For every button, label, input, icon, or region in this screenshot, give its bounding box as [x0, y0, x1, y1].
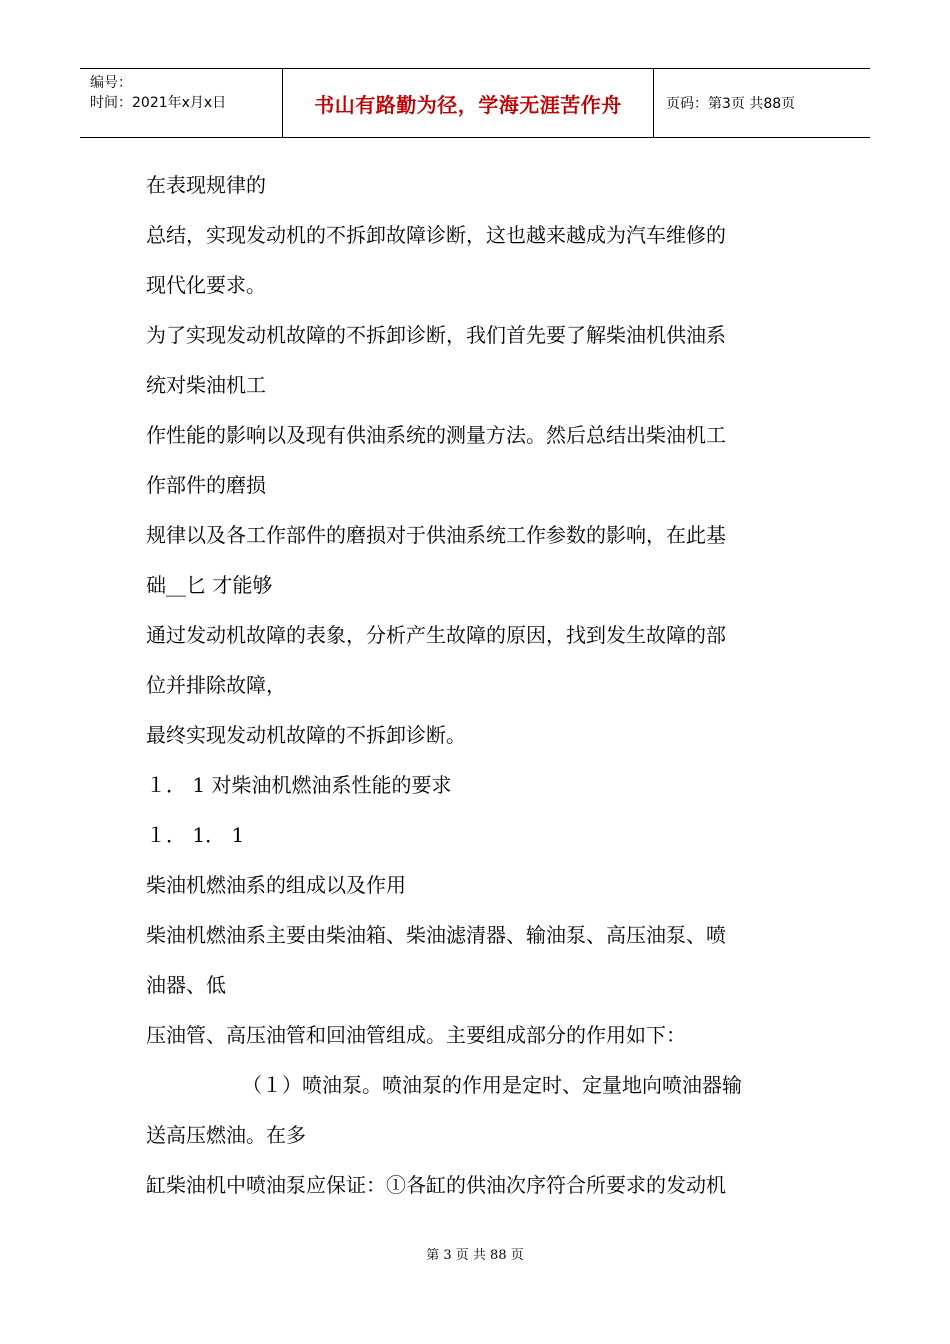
header-motto: 书山有路勤为径，学海无涯苦作舟 — [314, 92, 622, 117]
text-line: 油器、低 — [146, 973, 226, 997]
text-line: 位并排除故障， — [146, 673, 286, 697]
text-line: 作性能的影响以及现有供油系统的测量方法。然后总结出柴油机工 — [146, 423, 726, 447]
page-header — [80, 68, 870, 138]
text-line: 缸柴油机中喷油泵应保证：①各缸的供油次序符合所要求的发动机 — [146, 1173, 726, 1197]
document-body — [146, 160, 826, 1210]
text-line: 作部件的磨损 — [146, 473, 266, 497]
text-line: 最终实现发动机故障的不拆卸诊断。 — [146, 723, 466, 747]
text-line: 送高压燃油。在多 — [146, 1123, 306, 1147]
text-line: 柴油机燃油系主要由柴油箱、柴油滤清器、输油泵、高压油泵、喷 — [146, 923, 726, 947]
subsection-title: 柴油机燃油系的组成以及作用 — [146, 873, 406, 897]
text-line: 统对柴油机工 — [146, 373, 266, 397]
header-divider — [653, 69, 654, 137]
text-line: 现代化要求。 — [146, 273, 266, 297]
time-label: 时间：2021年x月x日 — [90, 95, 227, 111]
header-meta — [90, 73, 280, 113]
section-heading: １． 1 对柴油机燃油系性能的要求 — [146, 773, 452, 797]
text-line: 规律以及各工作部件的磨损对于供油系统工作参数的影响，在此基 — [146, 523, 726, 547]
header-page-info: 页码：第3页 共88页 — [666, 96, 796, 112]
text-line: 在表现规律的 — [146, 173, 266, 197]
text-line: 总结，实现发动机的不拆卸故障诊断，这也越来越成为汽车维修的 — [146, 223, 726, 247]
text-line: 础__匕 才能够 — [146, 573, 273, 597]
text-line: （１）喷油泵。喷油泵的作用是定时、定量地向喷油器输 — [242, 1073, 742, 1097]
number-label: 编号： — [90, 75, 132, 91]
page-footer: 第 3 页 共 88 页 — [426, 1248, 524, 1263]
text-line: 通过发动机故障的表象，分析产生故障的原因，找到发生故障的部 — [146, 623, 726, 647]
subsection-number: １． 1． 1 — [146, 823, 245, 847]
text-line: 为了实现发动机故障的不拆卸诊断，我们首先要了解柴油机供油系 — [146, 323, 726, 347]
text-line: 压油管、高压油管和回油管组成。主要组成部分的作用如下： — [146, 1023, 686, 1047]
